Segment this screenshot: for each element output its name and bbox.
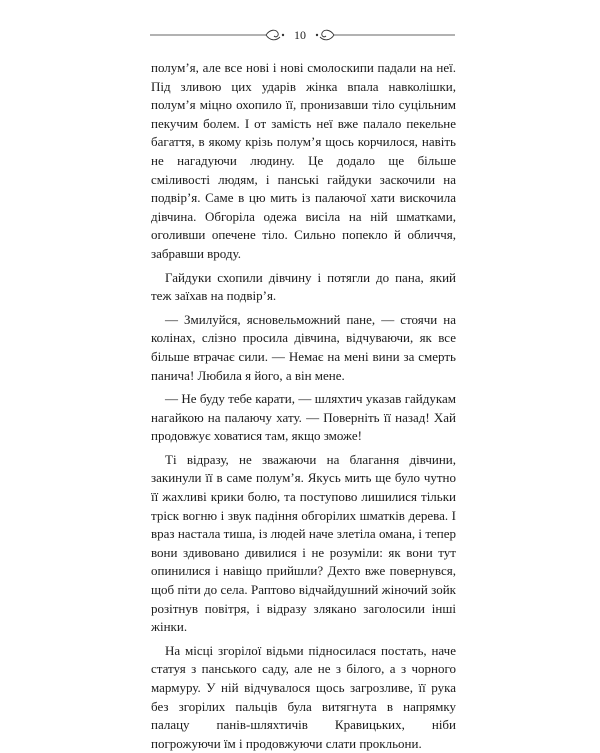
paragraph-6: На місці згорілої відьми підносилася постать, наче статуя з панського саду, але не з білого, а з чорного мармуру. У ній відчувалося щось загрозливе, її рука без згорілих пальців була витягнута в напрямку палацу панів-шляхтичів Кравицьких, ніби погрожуючи їм і продовжуючи слати прокльони.	[151, 642, 456, 751]
paragraph-5: Ті відразу, не зважаючи на благання дівчини, закинули її в саме полум’я. Якусь мить ще було чутно її жахливі крики болю, та поступово лишилися тільки тріск вогню і звук падіння обгорілих шматків дерева. І враз настала тиша, із людей наче злетіла омана, і тепер вони здивовано дивилися і не розуміли: як вони тут опинилися і навіщо прийшли? Дехто вже повернувся, щоб піти до села. Раптово відчайдушний жіночий зойк розітнув повітря, і відразу злякано заголосили інші жінки.	[151, 451, 456, 635]
body-text	[151, 59, 456, 753]
paragraph-3: — Змилуйся, ясновельможний пане, — стоячи на колінах, слізно просила дівчина, відчуваючи, як все більше втрачає сили. — Немає на мені вини за смерть панича! Любила я його, а він мене.	[151, 311, 456, 383]
paragraph-1: полум’я, але все нові і нові смолоскипи падали на неї. Під зливою цих ударів жінка впала навколішки, полум’я міцно охопило її, пронизавши тіло суцільним пекучим болем. І от замість неї вже палало пекельне багаття, в якому крізь полум’я щось корчилося, навіть не нагадуючи людину. Це додало ще більше сміливості людям, і панські гайдуки заскочили на подвір’я. Саме в цю мить із палаючої хати вискочила дівчина. Обгоріла одежа висіла на ній шматками, оголивши опечене тіло. Сильно попекло й обличчя, забравши вроду.	[151, 60, 456, 261]
paragraph-4: — Не буду тебе карати, — шляхтич указав гайдукам нагайкою на палаючу хату. — Поверніть її назад! Хай продовжує ховатися там, якщо зможе!	[151, 391, 456, 444]
page-number: 10	[294, 28, 306, 42]
paragraph-2: Гайдуки схопили дівчину і потягли до пана, який теж заїхав на подвір’я.	[151, 269, 456, 304]
page-header	[0, 24, 600, 46]
